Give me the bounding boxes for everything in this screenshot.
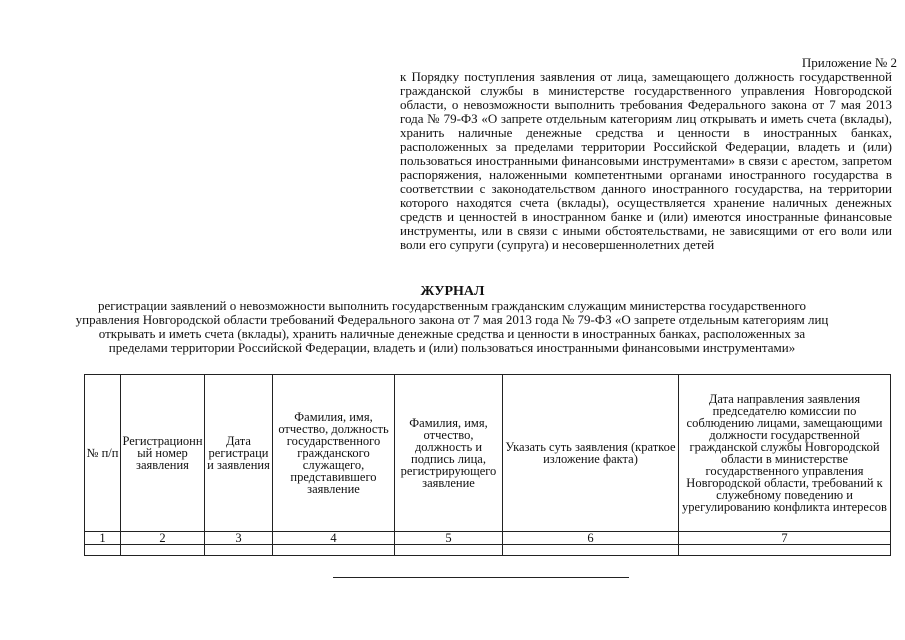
empty-cell bbox=[273, 545, 395, 556]
column-number: 5 bbox=[395, 532, 503, 545]
empty-cell bbox=[395, 545, 503, 556]
footer-divider bbox=[333, 577, 629, 578]
header-cell-registrar: Фамилия, имя, отчество, должность и подпись лица, регистрирующего заявление bbox=[395, 375, 503, 532]
journal-subtitle: регистрации заявлений о невозможности выполнить государственным гражданским служащим министерства государственного управления Новгородской области требований Федерального закона от 7 мая 2013 года № 79-ФЗ «О запрете отдельным категориям лиц открывать и иметь счета (вклады), хранить наличные денежные средства и ценности в иностранных банках, расположенных за пределами территории Российской Федерации, владеть и (или) пользоваться иностранными финансовыми инструментами» bbox=[75, 298, 829, 355]
table-header-row bbox=[85, 375, 891, 532]
column-number: 4 bbox=[273, 532, 395, 545]
appendix-title: Приложение № 2 bbox=[801, 55, 897, 70]
empty-cell bbox=[503, 545, 679, 556]
empty-cell bbox=[85, 545, 121, 556]
header-cell-registration-number: Регистрационный номер заявления bbox=[121, 375, 205, 532]
header-cell-registration-date: Дата регистрации заявления bbox=[205, 375, 273, 532]
column-number: 1 bbox=[85, 532, 121, 545]
column-number: 7 bbox=[679, 532, 891, 545]
header-cell-forwarding-date: Дата направления заявления председателю комиссии по соблюдению лицами, замещающими должности государственной гражданской службы Новгородской области в министерстве государственного управления Новгородской области, требований к служебному поведению и урегулированию конфликта интересов bbox=[679, 375, 891, 532]
column-number: 3 bbox=[205, 532, 273, 545]
column-number-row bbox=[85, 532, 891, 545]
header-cell-employee: Фамилия, имя, отчество, должность государственного гражданского служащего, представившего заявление bbox=[273, 375, 395, 532]
column-number: 6 bbox=[503, 532, 679, 545]
journal-title: ЖУРНАЛ bbox=[420, 284, 485, 299]
registration-journal-table bbox=[84, 374, 891, 556]
empty-cell bbox=[121, 545, 205, 556]
appendix-text: к Порядку поступления заявления от лица, замещающего должность государственной гражданской службы в министерстве государственного управления Новгородской области, о невозможности выполнить требования Федерального закона от 7 мая 2013 года № 79-ФЗ «О запрете отдельным категориям лиц открывать и иметь счета (вклады), хранить наличные денежные средства и ценности в иностранных банках, расположенных за пределами территории Российской Федерации, владеть и (или) пользоваться иностранными финансовыми инструментами» в связи с арестом, запретом распоряжения, наложенными компетентными органами иностранного государства в соответствии с законодательством данного иностранного государства, на территории которого находятся счета (вклады), осуществляется хранение наличных денежных средств и ценностей в иностранном банке и (или) имеются иностранные финансовые инструменты, или в связи с иными обстоятельствами, не зависящими от его воли или воли его супруги (супруга) и несовершеннолетних детей bbox=[400, 69, 892, 252]
header-cell-number: № п/п bbox=[85, 375, 121, 532]
table-row bbox=[85, 545, 891, 556]
header-cell-summary: Указать суть заявления (краткое изложение факта) bbox=[503, 375, 679, 532]
empty-cell bbox=[205, 545, 273, 556]
column-number: 2 bbox=[121, 532, 205, 545]
empty-cell bbox=[679, 545, 891, 556]
